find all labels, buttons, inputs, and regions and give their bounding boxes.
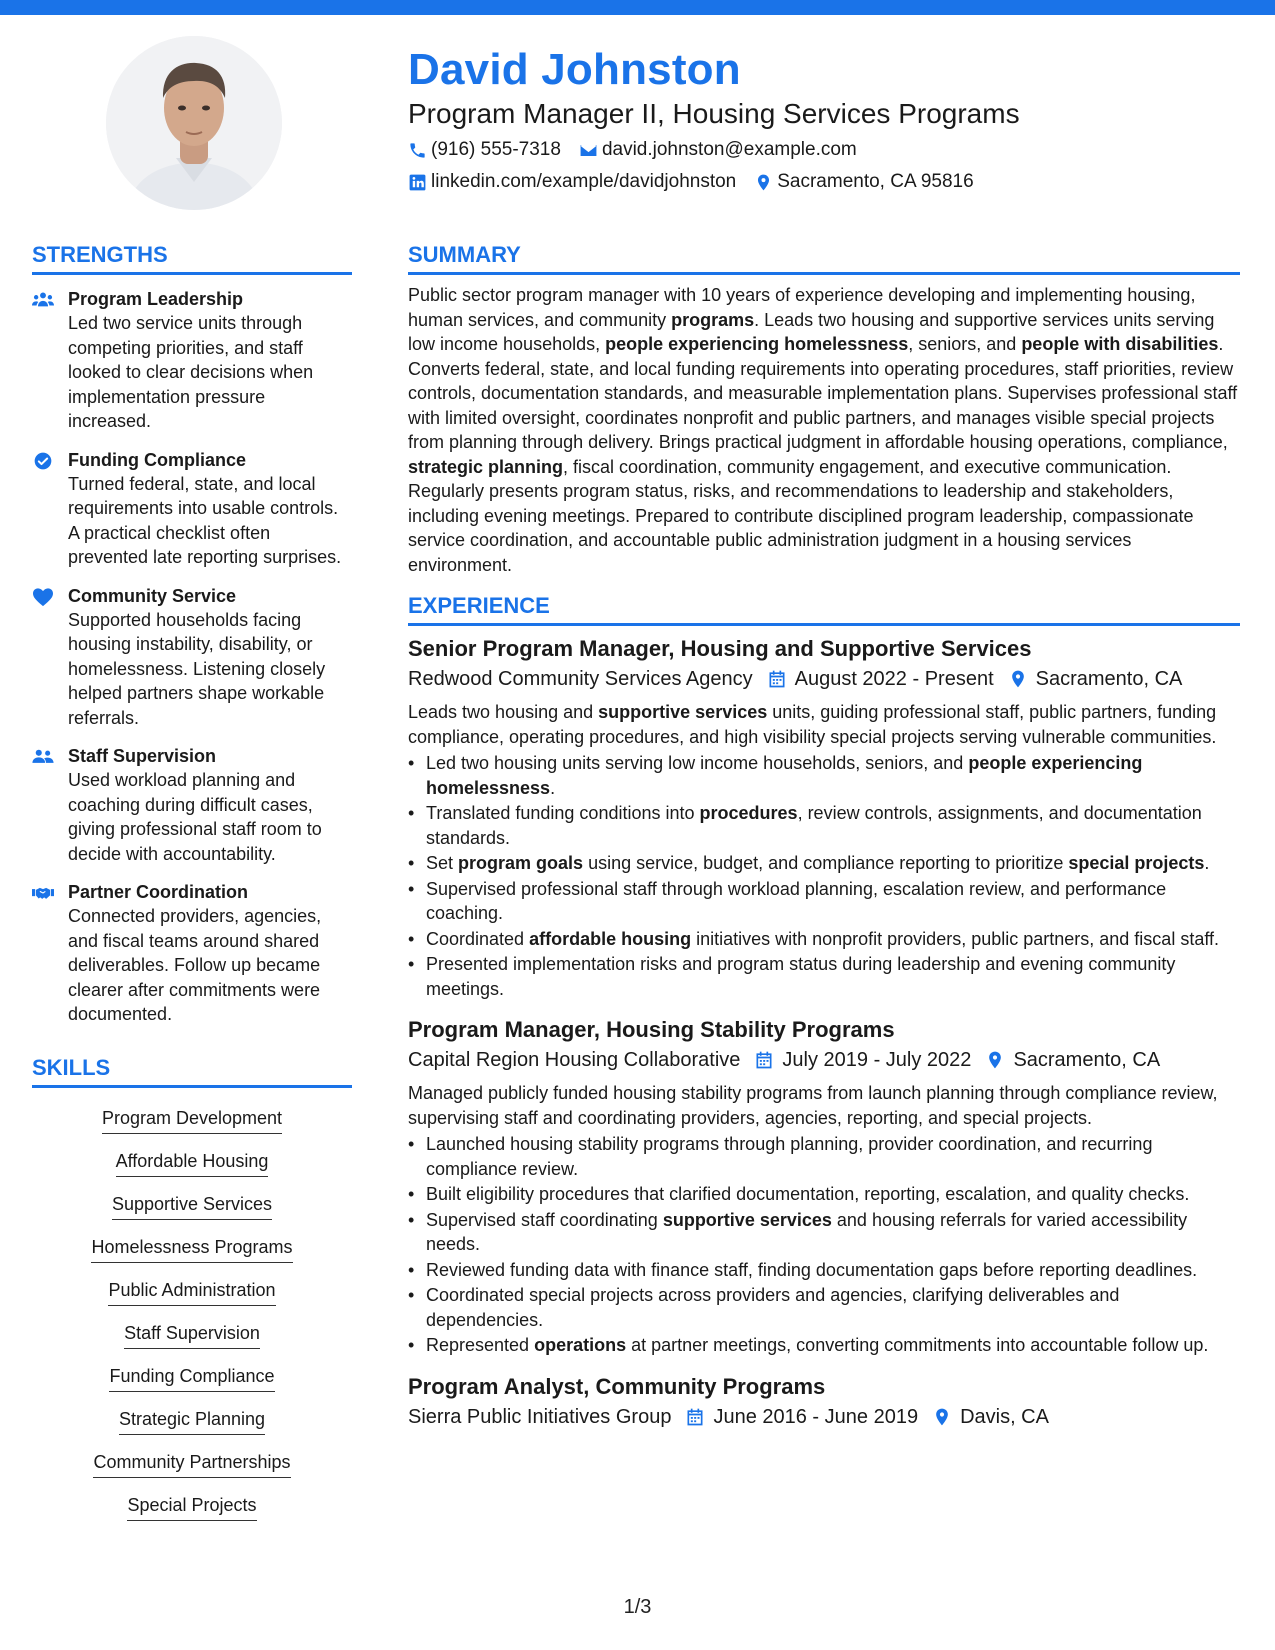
bullet-item: • Supervised staff coordinating supportive services and housing referrals for varied accessibility needs. xyxy=(408,1208,1240,1257)
skill-row xyxy=(32,1227,352,1270)
skill-tag: Program Development xyxy=(102,1104,282,1134)
skill-tag: Supportive Services xyxy=(112,1190,272,1220)
strength-title: Staff Supervision xyxy=(68,746,217,766)
job-location: Sacramento, CA xyxy=(1035,668,1183,690)
bold-phrase: program goals xyxy=(458,853,584,873)
job-title: Program Manager, Housing Stability Programs xyxy=(408,1017,895,1042)
job-bullets xyxy=(408,751,1240,1001)
job-dates: August 2022 - Present xyxy=(794,668,994,690)
location-contact xyxy=(754,168,973,196)
skill-tag: Public Administration xyxy=(108,1276,275,1306)
calendar-icon xyxy=(767,669,787,689)
strength-body xyxy=(68,287,352,434)
strength-item xyxy=(32,287,352,434)
job-meta xyxy=(408,1045,1240,1075)
job-dates: June 2016 - June 2019 xyxy=(713,1405,919,1428)
email-contact[interactable] xyxy=(579,136,857,164)
job-company: Redwood Community Services Agency xyxy=(408,668,753,690)
strength-description: Turned federal, state, and local requirements into usable controls. A practical checklist often prevented late reporting surprises. xyxy=(68,473,342,567)
skill-tag: Special Projects xyxy=(127,1491,256,1521)
bold-phrase: operations xyxy=(534,1335,627,1355)
strength-description: Supported households facing housing instability, disability, or homelessness. Listening closely helped partners shape workable referrals. xyxy=(68,609,326,728)
phone-text: (916) 555-7318 xyxy=(431,139,561,160)
map-pin-icon xyxy=(754,173,773,192)
resume-header xyxy=(408,42,1238,196)
location-text: Sacramento, CA 95816 xyxy=(777,171,974,192)
strength-body xyxy=(68,448,352,570)
envelope-icon xyxy=(579,141,598,160)
strength-title: Funding Compliance xyxy=(68,449,246,470)
job-entry xyxy=(408,1372,1240,1432)
phone-icon xyxy=(408,141,427,160)
job-meta xyxy=(408,664,1240,694)
skill-row xyxy=(32,1098,352,1141)
top-accent-bar xyxy=(0,0,1275,15)
skill-row xyxy=(32,1313,352,1356)
bullet-item: • Launched housing stability programs through planning, provider coordination, and recurring compliance review. xyxy=(408,1132,1240,1181)
summary-text: Public sector program manager with 10 years of experience developing and implementing housing, human services, and community programs. Leads two housing and supportive services units serving low income households, people experiencing homelessness, seniors, and people with disabilities. Converts federal, state, and local funding requirements into operating procedures, staff priorities, review controls, documentation standards, and measurable implementation plans. Supervises professional staff with limited oversight, coordinates nonprofit and public partners, and manages visible special projects from planning through delivery. Brings practical judgment in affordable housing operations, compliance, strategic planning, fiscal coordination, community engagement, and executive communication. Regularly presents program status, risks, and recommendations to leadership and stakeholders, including evening meetings. Prepared to contribute disciplined program leadership, compassionate service coordination, and accountable public administration judgment in a housing services environment. xyxy=(408,285,1238,575)
skill-row xyxy=(32,1399,352,1442)
job-location: Sacramento, CA xyxy=(1013,1049,1161,1071)
strength-description: Led two service units through competing priorities, and staff looked to clear decisions when implementation pressure increased. xyxy=(68,313,314,431)
job-dates: July 2019 - July 2022 xyxy=(782,1049,972,1071)
strength-description: Connected providers, agencies, and fiscal teams around shared deliverables. Follow up became clearer after commitments were documented. xyxy=(68,906,322,1024)
experience-heading: EXPERIENCE xyxy=(408,591,1240,626)
calendar-icon xyxy=(754,1050,774,1070)
job-location: Davis, CA xyxy=(960,1405,1049,1428)
strengths-list xyxy=(32,287,352,1027)
skill-tag: Funding Compliance xyxy=(109,1362,274,1392)
skill-tag: Strategic Planning xyxy=(119,1405,265,1435)
bullet-item: • Translated funding conditions into procedures, review controls, assignments, and documentation standards. xyxy=(408,801,1240,850)
left-column xyxy=(32,240,352,1528)
strength-item xyxy=(32,880,352,1027)
strength-body xyxy=(68,584,352,731)
bullet-item: • Supervised professional staff through workload planning, escalation review, and performance coaching. xyxy=(408,877,1240,926)
job-meta xyxy=(408,1402,1240,1432)
map-pin-icon xyxy=(1008,669,1028,689)
bullet-item: • Coordinated affordable housing initiatives with nonprofit providers, public partners, and fiscal staff. xyxy=(408,927,1240,952)
bold-phrase: people experiencing homelessness xyxy=(605,334,909,354)
bold-phrase: procedures xyxy=(699,803,798,823)
skill-row xyxy=(32,1442,352,1485)
job-title: Senior Program Manager, Housing and Supportive Services xyxy=(408,636,1032,661)
bold-phrase: supportive services xyxy=(662,1209,832,1230)
skill-row xyxy=(32,1184,352,1227)
strength-title: Community Service xyxy=(68,585,237,606)
page-number: 1/3 xyxy=(623,1596,652,1618)
skill-tag: Affordable Housing xyxy=(116,1147,269,1177)
strength-description: Used workload planning and coaching during difficult cases, giving professional staff room to decide with accountability. xyxy=(68,770,322,864)
job-title: Program Analyst, Community Programs xyxy=(408,1373,826,1399)
linkedin-text: linkedin.com/example/davidjohnston xyxy=(431,171,737,192)
linkedin-icon xyxy=(408,173,427,192)
candidate-title: Program Manager II, Housing Services Programs xyxy=(408,98,1020,129)
strength-body xyxy=(68,880,352,1027)
skill-row xyxy=(32,1485,352,1528)
skills-list xyxy=(32,1098,352,1528)
bold-phrase: strategic planning xyxy=(408,456,564,477)
skill-tag: Community Partnerships xyxy=(93,1448,290,1478)
candidate-name: David Johnston xyxy=(408,45,741,94)
bold-phrase: supportive services xyxy=(598,702,768,722)
bold-phrase: affordable housing xyxy=(529,928,692,949)
contact-row-1 xyxy=(408,136,1238,164)
job-company: Sierra Public Initiatives Group xyxy=(408,1405,672,1428)
job-description: Leads two housing and supportive services units, guiding professional staff, public partners, funding compliance, operating procedures, and high visibility special projects serving vulnerable communities. xyxy=(408,702,1217,747)
skills-heading: SKILLS xyxy=(32,1053,352,1088)
profile-photo xyxy=(106,36,282,210)
strength-item xyxy=(32,448,352,570)
job-company: Capital Region Housing Collaborative xyxy=(408,1049,741,1071)
job-entry xyxy=(408,634,1240,1001)
strengths-heading: STRENGTHS xyxy=(32,240,352,275)
skill-row xyxy=(32,1141,352,1184)
skill-row xyxy=(32,1270,352,1313)
calendar-icon xyxy=(685,1407,705,1427)
map-pin-icon xyxy=(985,1050,1005,1070)
bullet-item: • Represented operations at partner meetings, converting commitments into accountable follow up. xyxy=(408,1333,1240,1358)
bold-phrase: people with disabilities xyxy=(1021,334,1219,354)
user-group-icon xyxy=(32,744,68,866)
phone-contact[interactable] xyxy=(408,136,561,164)
skill-row xyxy=(32,1356,352,1399)
bold-phrase: programs xyxy=(671,309,755,330)
skill-tag: Homelessness Programs xyxy=(91,1233,292,1263)
contact-row-2 xyxy=(408,168,1238,196)
heart-icon xyxy=(32,584,68,731)
handshake-icon xyxy=(32,880,68,1027)
right-column xyxy=(408,240,1240,1438)
bullet-item: • Reviewed funding data with finance staff, finding documentation gaps before reporting deadlines. xyxy=(408,1258,1240,1283)
bullet-item: • Coordinated special projects across providers and agencies, clarifying deliverables and dependencies. xyxy=(408,1283,1240,1332)
experience-list xyxy=(408,634,1240,1432)
strength-item xyxy=(32,584,352,731)
strength-body xyxy=(68,744,352,866)
bullet-item: • Presented implementation risks and program status during leadership and evening community meetings. xyxy=(408,952,1240,1001)
bold-phrase: special projects xyxy=(1068,853,1205,873)
strength-item xyxy=(32,744,352,866)
strength-title: Program Leadership xyxy=(68,289,244,309)
check-circle-icon xyxy=(32,448,68,570)
bullet-item: • Led two housing units serving low income households, seniors, and people experiencing homelessness. xyxy=(408,751,1240,800)
people-group-icon xyxy=(32,287,68,434)
bold-phrase: people experiencing homelessness xyxy=(426,753,1143,798)
job-description: Managed publicly funded housing stability programs from launch planning through compliance review, supervising staff and coordinating providers, agencies, reporting, and special projects. xyxy=(408,1083,1218,1128)
email-text: david.johnston@example.com xyxy=(601,139,857,160)
strength-title: Partner Coordination xyxy=(68,882,249,902)
job-bullets xyxy=(408,1132,1240,1358)
summary-heading: SUMMARY xyxy=(408,240,1240,275)
bullet-item: • Built eligibility procedures that clarified documentation, reporting, escalation, and quality checks. xyxy=(408,1182,1240,1207)
job-entry xyxy=(408,1015,1240,1358)
bullet-item: • Set program goals using service, budget, and compliance reporting to prioritize special projects. xyxy=(408,851,1240,876)
linkedin-contact[interactable] xyxy=(408,168,736,196)
skill-tag: Staff Supervision xyxy=(124,1319,260,1349)
map-pin-icon xyxy=(932,1407,952,1427)
